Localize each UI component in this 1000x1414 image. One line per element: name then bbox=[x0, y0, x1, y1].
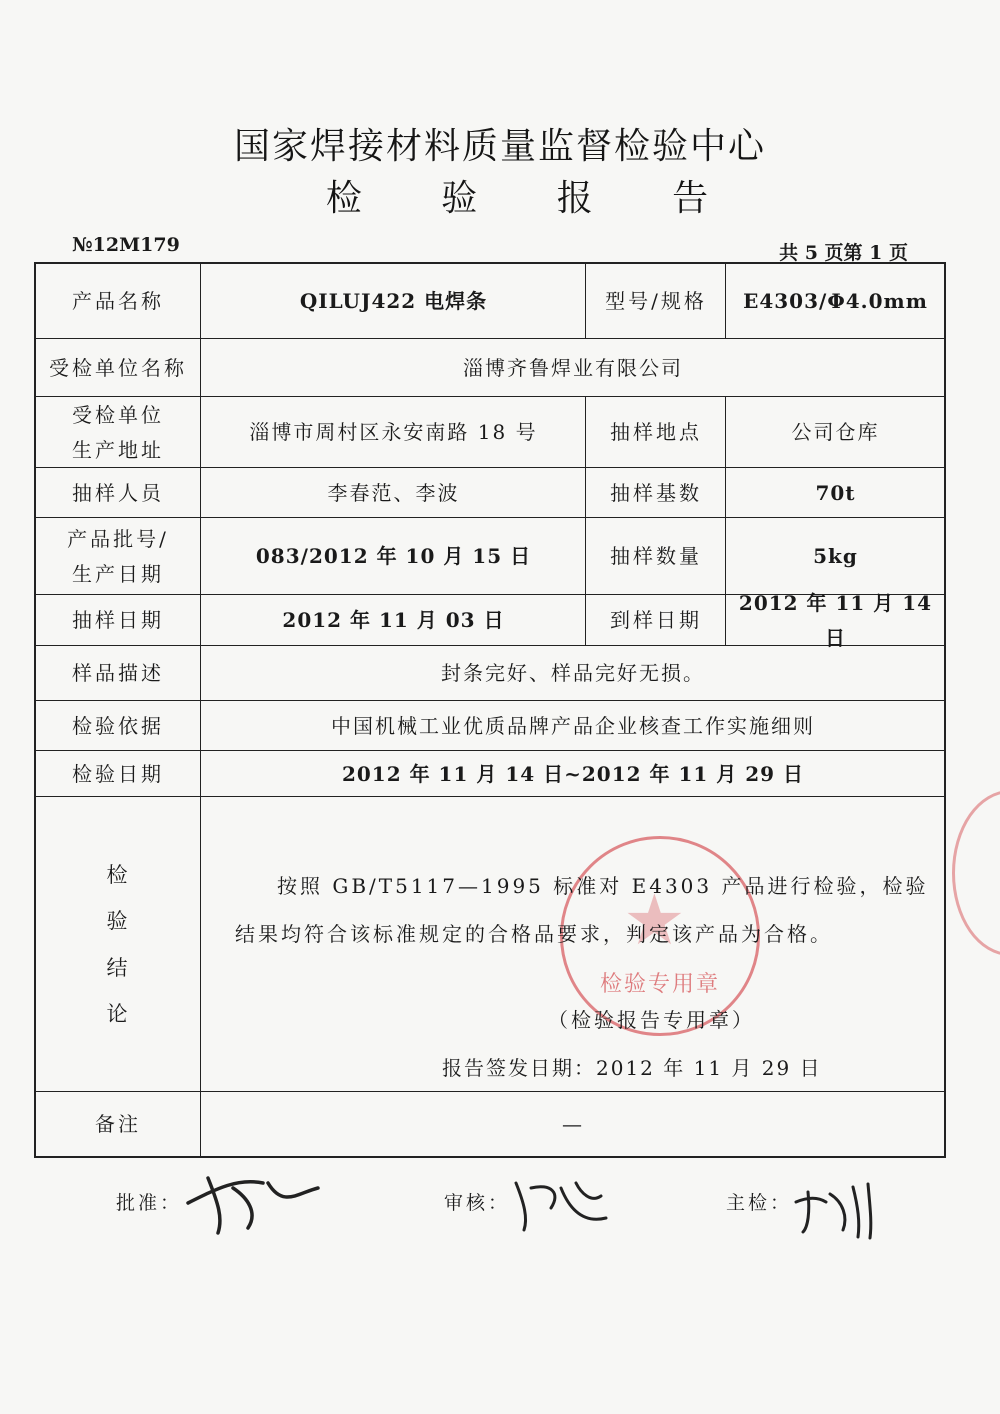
table-rule bbox=[34, 517, 946, 518]
table-rule bbox=[34, 750, 946, 751]
report-number: №12M179 bbox=[72, 234, 180, 256]
conclusion-label-char: 论 bbox=[106, 1001, 130, 1026]
table-rule bbox=[34, 467, 946, 468]
sample-base-label: 抽样基数 bbox=[610, 480, 702, 505]
model-label: 型号/规格 bbox=[605, 288, 707, 313]
sample-qty-label: 抽样数量 bbox=[610, 544, 702, 568]
approve-label: 批准： bbox=[116, 1192, 183, 1214]
conclusion-label bbox=[36, 798, 200, 1091]
arrival-date-value: 2012 年 11 月 14 日 bbox=[738, 590, 933, 650]
edge-seal bbox=[952, 790, 1000, 956]
sample-desc-label: 样品描述 bbox=[72, 661, 164, 685]
remarks-label: 备注 bbox=[95, 1112, 141, 1136]
seal-star-icon: ★ bbox=[623, 879, 686, 961]
basis-label: 检验依据 bbox=[72, 713, 164, 738]
issue-date: 报告签发日期：2012 年 11 月 29 日 bbox=[442, 1056, 822, 1080]
inspection-date-value: 2012 年 11 月 14 日~2012 年 11 月 29 日 bbox=[341, 761, 805, 786]
table-rule bbox=[34, 338, 946, 339]
arrival-date-label: 到样日期 bbox=[610, 608, 702, 632]
product-name-label: 产品名称 bbox=[72, 288, 164, 313]
approve-signature bbox=[178, 1158, 328, 1238]
inspected-unit-value: 淄博齐鲁焊业有限公司 bbox=[463, 355, 683, 380]
product-name-value: QILUJ422 电焊条 bbox=[299, 288, 488, 313]
sampling-place-label: 抽样地点 bbox=[610, 420, 702, 444]
sampling-place-value: 公司仓库 bbox=[791, 420, 880, 444]
table-rule bbox=[200, 262, 201, 1158]
review-signature bbox=[506, 1168, 616, 1238]
remarks-value: — bbox=[562, 1112, 584, 1136]
model-value: E4303/Φ4.0mm bbox=[743, 288, 928, 313]
table-rule bbox=[34, 396, 946, 397]
table-rule bbox=[725, 262, 726, 338]
inspected-unit-label: 受检单位名称 bbox=[49, 355, 187, 380]
report-title: 检 验 报 告 bbox=[325, 178, 743, 219]
sample-qty-value: 5kg bbox=[813, 544, 858, 568]
conclusion-label-char: 检 bbox=[106, 863, 130, 888]
conclusion-text: 按照 GB/T5117—1995 标准对 E4303 产品进行检验，检验结果均符合该标准规定的合格品要求，判定该产品为合格。 bbox=[235, 874, 929, 946]
inspection-date-label: 检验日期 bbox=[72, 761, 164, 786]
sampler-label: 抽样人员 bbox=[72, 480, 164, 505]
center-name-title: 国家焊接材料质量监督检验中心 bbox=[233, 126, 766, 167]
conclusion-label-char: 验 bbox=[106, 909, 130, 934]
sampling-date-value: 2012 年 11 月 03 日 bbox=[282, 608, 505, 632]
table-rule bbox=[585, 396, 586, 645]
review-label: 审核： bbox=[444, 1192, 511, 1214]
table-rule bbox=[585, 262, 586, 338]
seal-text: 检验专用章 bbox=[599, 972, 720, 997]
sampler-value: 李春范、李波 bbox=[327, 480, 460, 505]
address-label: 受检单位 生产地址 bbox=[72, 402, 164, 462]
sample-desc-value: 封条完好、样品完好无损。 bbox=[441, 661, 705, 685]
sampling-date-label: 抽样日期 bbox=[72, 608, 164, 632]
conclusion-label-char: 结 bbox=[106, 955, 130, 980]
batch-value: 083/2012 年 10 月 15 日 bbox=[255, 544, 532, 568]
table-rule bbox=[34, 700, 946, 701]
inspector-label: 主检： bbox=[726, 1192, 793, 1214]
basis-value: 中国机械工业优质品牌产品企业核查工作实施细则 bbox=[331, 713, 815, 738]
table-rule bbox=[34, 796, 946, 797]
sample-base-value: 70t bbox=[815, 480, 856, 505]
table-rule bbox=[34, 1091, 946, 1092]
address-value: 淄博市周村区永安南路 18 号 bbox=[249, 420, 538, 444]
table-rule bbox=[725, 396, 726, 645]
inspector-signature bbox=[788, 1172, 888, 1242]
page-info: 共 5 页第 1 页 bbox=[779, 242, 908, 264]
seal-caption: （检验报告专用章） bbox=[548, 1008, 755, 1032]
batch-label: 产品批号/ 生产日期 bbox=[67, 526, 169, 586]
